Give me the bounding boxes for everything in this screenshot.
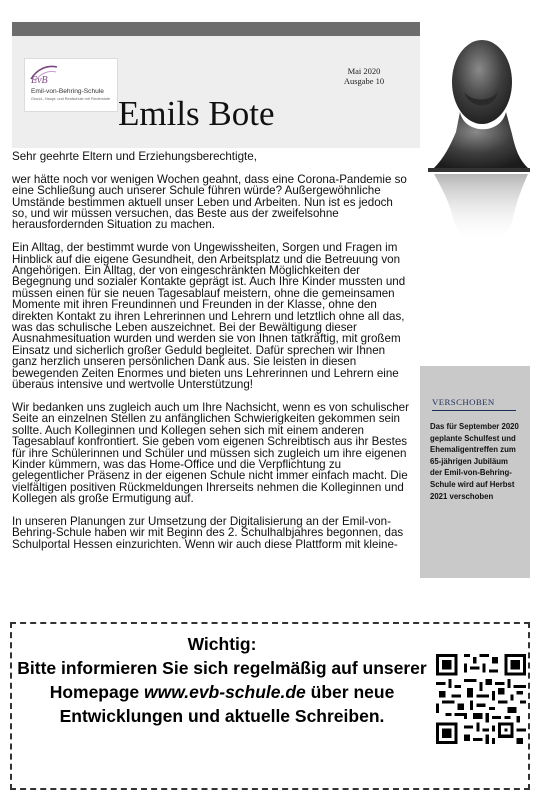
school-logo (24, 58, 118, 112)
homepage-link[interactable]: www.evb-schule.de (144, 682, 306, 702)
paragraph-3: Wir bedanken uns zugleich auch um Ihre Nachsicht, wenn es von schulischer Seite an einzelnen Stellen zu anfänglichen Schwierigkeiten gekommen sein sollte. Auch Kolleginnen und Kollegen sehen sich mit einem anderen Tagesablauf konfrontiert. Sie geben vom eigenen Schreibtisch aus ihr Bestes für ihre Schülerinnen und Schüler und müssen sich zugleich um ihre eigenen Kinder kümmern, was das Home-Office und die Verpflichtung zu gelegentlicher Präsenz in der eigenen Schule nicht immer einfach macht. Die vielfältigen positiven Rückmeldungen Ihrerseits nehmen die Kolleginnen und Kollegen als große Ermutigung auf. (12, 400, 409, 506)
issue-date: Mai 2020 (347, 66, 381, 76)
qr-code-icon[interactable] (436, 654, 526, 744)
sidebar-text: Das für September 2020 geplante Schulfest und Ehemaligentreffen zum 65-jährigen Jubiläum der Emil-von-Behring-Schule wird auf Herbst 2021 verschoben (430, 422, 519, 501)
logo-school-name: Emil-von-Behring-Schule (31, 88, 104, 95)
paragraph-1: wer hätte noch vor wenigen Wochen geahnt, dass eine Corona-Pandemie so eine Schließung auch unserer Schule führen würde? Außergewöhnliche Umstände bestimmen aktuell unser Leben und Arbeiten. Nun ist es jedoch so, und wir müssen versuchen, das Beste aus der zweifelsohne herausfordernden Situation zu machen. (12, 172, 407, 232)
notice-text (16, 632, 428, 728)
sidebar-heading: VERSCHOBEN (432, 397, 495, 407)
notice-heading: Wichtig: (187, 634, 257, 654)
sidebar-divider (432, 410, 516, 411)
letter-body (12, 151, 410, 550)
paragraph-4: In unseren Planungen zur Umsetzung der Digitalisierung an der Emil-von-Behring-Schule haben wir mit Beginn des 2. Schulhalbjahres begonnen, das Schulportal Hessen einzurichten. Wenn wir auch diese Plattform mit kleine- (12, 514, 404, 551)
bronze-bust-image (420, 22, 538, 322)
newsletter-title: Emils Bote (118, 94, 275, 133)
issue-number: Ausgabe 10 (343, 76, 385, 86)
issue-info (332, 66, 396, 86)
notice-line-end: über neue Entwicklungen und aktuelle Schreiben. (59, 682, 395, 726)
notice-message (16, 656, 428, 728)
logo-subline: Grund-, Haupt- und Realschule mit Förderstufe (31, 97, 111, 101)
logo-initials: EvB (31, 75, 48, 86)
paragraph-2: Ein Alltag, der bestimmt wurde von Ungewissheiten, Sorgen und Fragen im Hinblick auf die eigene Gesundheit, den Arbeitsplatz und die Betreuung von Angehörigen. Ein Alltag, der von eingeschränkten Möglichkeiten der Begegnung und sozialer Kontakte geprägt ist. Auch Ihre Kinder mussten und müssen einen für sie neuen Tagesablauf meistern, ohne die gemeinsamen Momente mit ihren Freundinnen und Freunden in der Klasse, ohne den direkten Kontakt zu ihren Lehrerinnen und Lehrern und letztlich ohne all das, was das schulische Leben auszeichnet. Bei der Bewältigung dieser Ausnahmesituation wurden und werden sie von Ihnen tatkräftig, mit großem Einsatz und sicherlich großer Geduld begleitet. Dafür sprechen wir Ihnen ganz herzlich unseren persönlichen Dank aus. Sie leisten in diesen bewegenden Zeiten Enormes und bieten uns Lehrerinnen und Lehrern eine überaus intensive und wertvolle Unterstützung! (12, 241, 406, 392)
header-bar (12, 22, 420, 36)
notice-line-start: Bitte informieren Sie sich regelmäßig auf unserer Homepage (17, 658, 427, 702)
salutation: Sehr geehrte Eltern und Erziehungsberechtigte, (12, 150, 257, 163)
